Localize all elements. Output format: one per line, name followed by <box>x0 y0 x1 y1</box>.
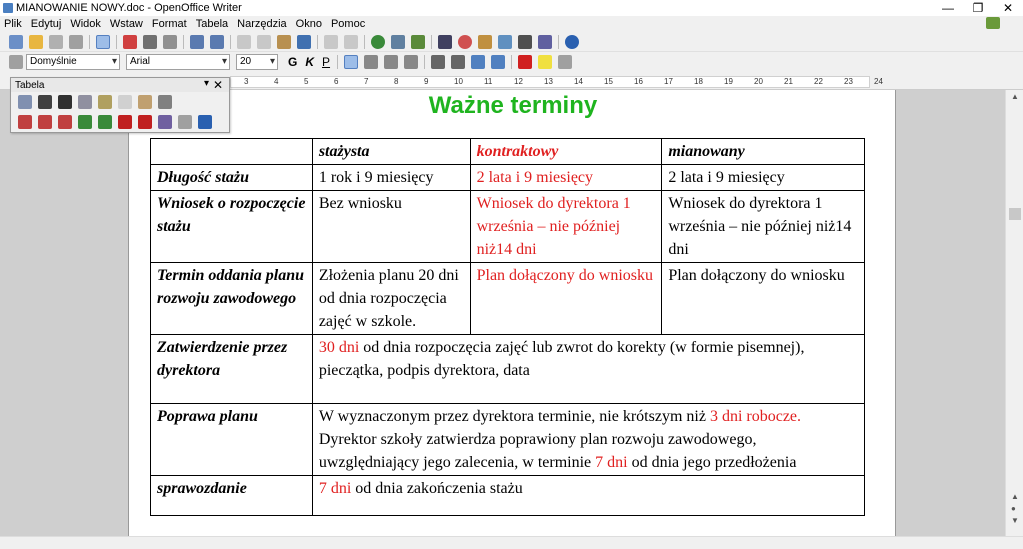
align-left-icon[interactable] <box>344 55 358 69</box>
autoformat-icon[interactable] <box>158 115 172 129</box>
table-row <box>151 165 865 191</box>
column-header-kontraktowy[interactable]: kontraktowy <box>470 139 662 165</box>
font-name-select[interactable]: Arial ▾ <box>126 54 230 70</box>
insert-rows-icon[interactable] <box>78 115 92 129</box>
open-icon[interactable] <box>29 35 43 49</box>
document-workspace <box>0 90 1005 536</box>
menu-widok[interactable]: Widok <box>70 18 101 30</box>
deadline-highlight: 30 dni <box>318 339 360 356</box>
table-row <box>151 263 865 335</box>
close-icon[interactable]: ✕ <box>212 78 223 92</box>
paragraph-style-select[interactable]: Domyślnie ▾ <box>26 54 120 70</box>
standard-toolbar <box>0 32 1023 52</box>
ruler-mark: 8 <box>394 77 399 86</box>
decrease-indent-icon[interactable] <box>471 55 485 69</box>
table-properties-icon[interactable] <box>178 115 192 129</box>
ruler-mark: 7 <box>364 77 369 86</box>
menu-wstaw[interactable]: Wstaw <box>109 18 143 30</box>
ruler-mark: 6 <box>334 77 339 86</box>
deadline-highlight: 7 dni <box>318 480 352 497</box>
save-icon[interactable] <box>49 35 63 49</box>
close-button[interactable]: ✕ <box>1002 1 1014 15</box>
merge-cells-icon[interactable] <box>118 95 132 109</box>
numbering-icon[interactable] <box>431 55 445 69</box>
font-color-icon[interactable] <box>518 55 532 69</box>
gallery-icon[interactable] <box>478 35 492 49</box>
ruler-mark: 15 <box>604 77 613 86</box>
table-cell[interactable]: Złożenia planu 20 dni od dnia rozpoczęcia zajęć w szkole. <box>312 263 470 335</box>
bullets-icon[interactable] <box>451 55 465 69</box>
table-cell[interactable]: Plan dołączony do wniosku <box>662 263 865 335</box>
cell-text: Dyrektor szkoły zatwierdza poprawiony plan rozwoju zawodowego, uwzględniający jego zalecenia, w terminie <box>318 431 757 471</box>
copy-icon[interactable] <box>257 35 271 49</box>
table-cell[interactable]: Wniosek do dyrektora 1 września – nie później niż14 dni <box>470 191 662 263</box>
align-center-icon[interactable] <box>364 55 378 69</box>
insert-columns-icon[interactable] <box>98 115 112 129</box>
terms-table[interactable] <box>150 138 865 516</box>
table-cell[interactable]: 2 lata i 9 miesięcy <box>470 165 662 191</box>
row-label[interactable]: Zatwierdzenie przez dyrektora <box>151 335 313 404</box>
spellcheck-icon[interactable] <box>190 35 204 49</box>
hyperlink-icon[interactable] <box>371 35 385 49</box>
table-cell[interactable]: 1 rok i 9 miesięcy <box>312 165 470 191</box>
delete-rows-icon[interactable] <box>118 115 132 129</box>
window-title: MIANOWANIE NOWY.doc - OpenOffice Writer <box>16 2 242 14</box>
table-toolbar-header[interactable] <box>11 78 229 92</box>
autospellcheck-icon[interactable] <box>210 35 224 49</box>
table-cell[interactable]: 2 lata i 9 miesięcy <box>662 165 865 191</box>
document-page[interactable] <box>128 90 896 536</box>
menu-okno[interactable]: Okno <box>295 18 322 30</box>
italic-button[interactable]: K <box>305 55 315 69</box>
ruler-mark: 18 <box>694 77 703 86</box>
menu-bar <box>0 16 1023 32</box>
ruler-mark: 5 <box>304 77 309 86</box>
ruler-mark: 16 <box>634 77 643 86</box>
new-document-icon[interactable] <box>9 35 23 49</box>
table-cell[interactable]: Bez wniosku <box>312 191 470 263</box>
cell-text: W wyznaczonym przez dyrektora terminie, nie krótszym niż <box>318 408 710 425</box>
ruler-mark: 3 <box>244 77 249 86</box>
bold-button[interactable]: G <box>288 55 298 69</box>
navigation-icon[interactable]: ● <box>1011 504 1016 513</box>
vertical-scrollbar[interactable] <box>1005 90 1023 536</box>
menu-narzedzia[interactable]: Narzędzia <box>237 18 287 30</box>
scrollbar-thumb[interactable] <box>1009 208 1021 220</box>
update-icon[interactable] <box>986 17 1000 29</box>
nonprinting-chars-icon[interactable] <box>518 35 532 49</box>
app-icon <box>3 3 13 13</box>
menu-plik[interactable]: Plik <box>4 18 22 30</box>
print-icon[interactable] <box>143 35 157 49</box>
previous-page-icon[interactable]: ▲ <box>1011 492 1019 501</box>
next-page-icon[interactable]: ▼ <box>1011 516 1019 525</box>
minimize-button[interactable]: — <box>942 1 954 15</box>
underline-button[interactable]: P <box>322 55 331 69</box>
table-cell[interactable]: Plan dołączony do wniosku <box>470 263 662 335</box>
row-label[interactable]: Wniosek o rozpoczęcie stażu <box>151 191 313 263</box>
ruler-mark: 10 <box>454 77 463 86</box>
insert-table-icon[interactable] <box>18 95 32 109</box>
increase-indent-icon[interactable] <box>491 55 505 69</box>
font-size-select[interactable]: 20 ▾ <box>236 54 278 70</box>
cut-icon[interactable] <box>237 35 251 49</box>
ruler-mark: 4 <box>274 77 279 86</box>
table-cell[interactable] <box>312 335 864 404</box>
horizontal-scrollbar[interactable] <box>0 536 1023 549</box>
ruler-mark: 24 <box>874 77 883 86</box>
sum-icon[interactable] <box>198 115 212 129</box>
align-center-vertical-icon[interactable] <box>38 115 52 129</box>
column-header-stazysta[interactable]: stażysta <box>312 139 470 165</box>
table-cell[interactable]: Wniosek do dyrektora 1 września – nie później niż14 dni <box>662 191 865 263</box>
ruler-mark: 14 <box>574 77 583 86</box>
table-row <box>151 191 865 263</box>
ruler-mark: 23 <box>844 77 853 86</box>
table-cell[interactable] <box>151 139 313 165</box>
ruler-mark: 11 <box>484 77 493 86</box>
cell-text: od dnia zakończenia stażu <box>351 480 523 497</box>
table-toolbar-title: Tabela <box>15 79 45 91</box>
email-icon[interactable] <box>69 35 83 49</box>
deadline-highlight: 7 dni <box>595 454 628 471</box>
datasources-icon[interactable] <box>498 35 512 49</box>
table-row <box>151 404 865 476</box>
styles-icon[interactable] <box>9 55 23 69</box>
formatting-toolbar <box>0 52 1023 72</box>
title-bar <box>0 0 1023 16</box>
align-top-icon[interactable] <box>18 115 32 129</box>
ruler-mark: 12 <box>514 77 523 86</box>
export-pdf-icon[interactable] <box>123 35 137 49</box>
deadline-highlight: 3 dni robocze. <box>709 408 802 425</box>
table-icon[interactable] <box>391 35 405 49</box>
menu-pomoc[interactable]: Pomoc <box>330 18 366 30</box>
line-style-icon[interactable] <box>38 95 52 109</box>
highlight-icon[interactable] <box>538 55 552 69</box>
align-right-icon[interactable] <box>384 55 398 69</box>
ruler-mark: 20 <box>754 77 763 86</box>
redo-icon[interactable] <box>344 35 358 49</box>
align-bottom-icon[interactable] <box>58 115 72 129</box>
document-heading: Ważne terminy <box>428 92 598 119</box>
table-floating-toolbar[interactable] <box>10 77 230 133</box>
background-color-icon[interactable] <box>558 55 572 69</box>
scroll-up-icon[interactable]: ▲ <box>1011 92 1019 101</box>
zoom-icon[interactable] <box>538 35 552 49</box>
maximize-button[interactable]: ❐ <box>972 1 984 15</box>
print-preview-icon[interactable] <box>163 35 177 49</box>
delete-columns-icon[interactable] <box>138 115 152 129</box>
find-icon[interactable] <box>438 35 452 49</box>
ruler-mark: 17 <box>664 77 673 86</box>
undo-icon[interactable] <box>324 35 338 49</box>
row-label[interactable]: Poprawa planu <box>151 404 313 476</box>
table-cell[interactable] <box>312 404 864 476</box>
help-icon[interactable] <box>565 35 579 49</box>
ruler-mark: 19 <box>724 77 733 86</box>
row-label[interactable]: sprawozdanie <box>151 476 313 516</box>
column-header-mianowany[interactable]: mianowany <box>662 139 865 165</box>
optimize-icon[interactable] <box>158 95 172 109</box>
borders-icon[interactable] <box>78 95 92 109</box>
cell-text: od dnia rozpoczęcia zajęć lub zwrot do korekty (w formie pisemnej), pieczątka, podpis dyrektora, data <box>318 339 805 379</box>
justify-icon[interactable] <box>404 55 418 69</box>
navigator-icon[interactable] <box>458 35 472 49</box>
cell-text: od dnia jego przedłożenia <box>627 454 797 471</box>
paste-icon[interactable] <box>277 35 291 49</box>
table-cell[interactable] <box>312 476 864 516</box>
toolbar-menu-icon[interactable]: ▾ <box>203 78 209 89</box>
table-row <box>151 476 865 516</box>
draw-functions-icon[interactable] <box>411 35 425 49</box>
row-label[interactable]: Termin oddania planu rozwoju zawodowego <box>151 263 313 335</box>
ruler-mark: 9 <box>424 77 429 86</box>
border-color-icon[interactable] <box>58 95 72 109</box>
edit-mode-icon[interactable] <box>96 35 110 49</box>
ruler-mark: 22 <box>814 77 823 86</box>
table-row <box>151 335 865 404</box>
ruler-mark: 21 <box>784 77 793 86</box>
split-cells-icon[interactable] <box>138 95 152 109</box>
format-paintbrush-icon[interactable] <box>297 35 311 49</box>
menu-edytuj[interactable]: Edytuj <box>30 18 62 30</box>
row-label[interactable]: Długość stażu <box>151 165 313 191</box>
ruler-mark: 13 <box>544 77 553 86</box>
menu-format[interactable]: Format <box>151 18 187 30</box>
table-row <box>151 139 865 165</box>
cell-background-icon[interactable] <box>98 95 112 109</box>
menu-tabela[interactable]: Tabela <box>195 18 229 30</box>
